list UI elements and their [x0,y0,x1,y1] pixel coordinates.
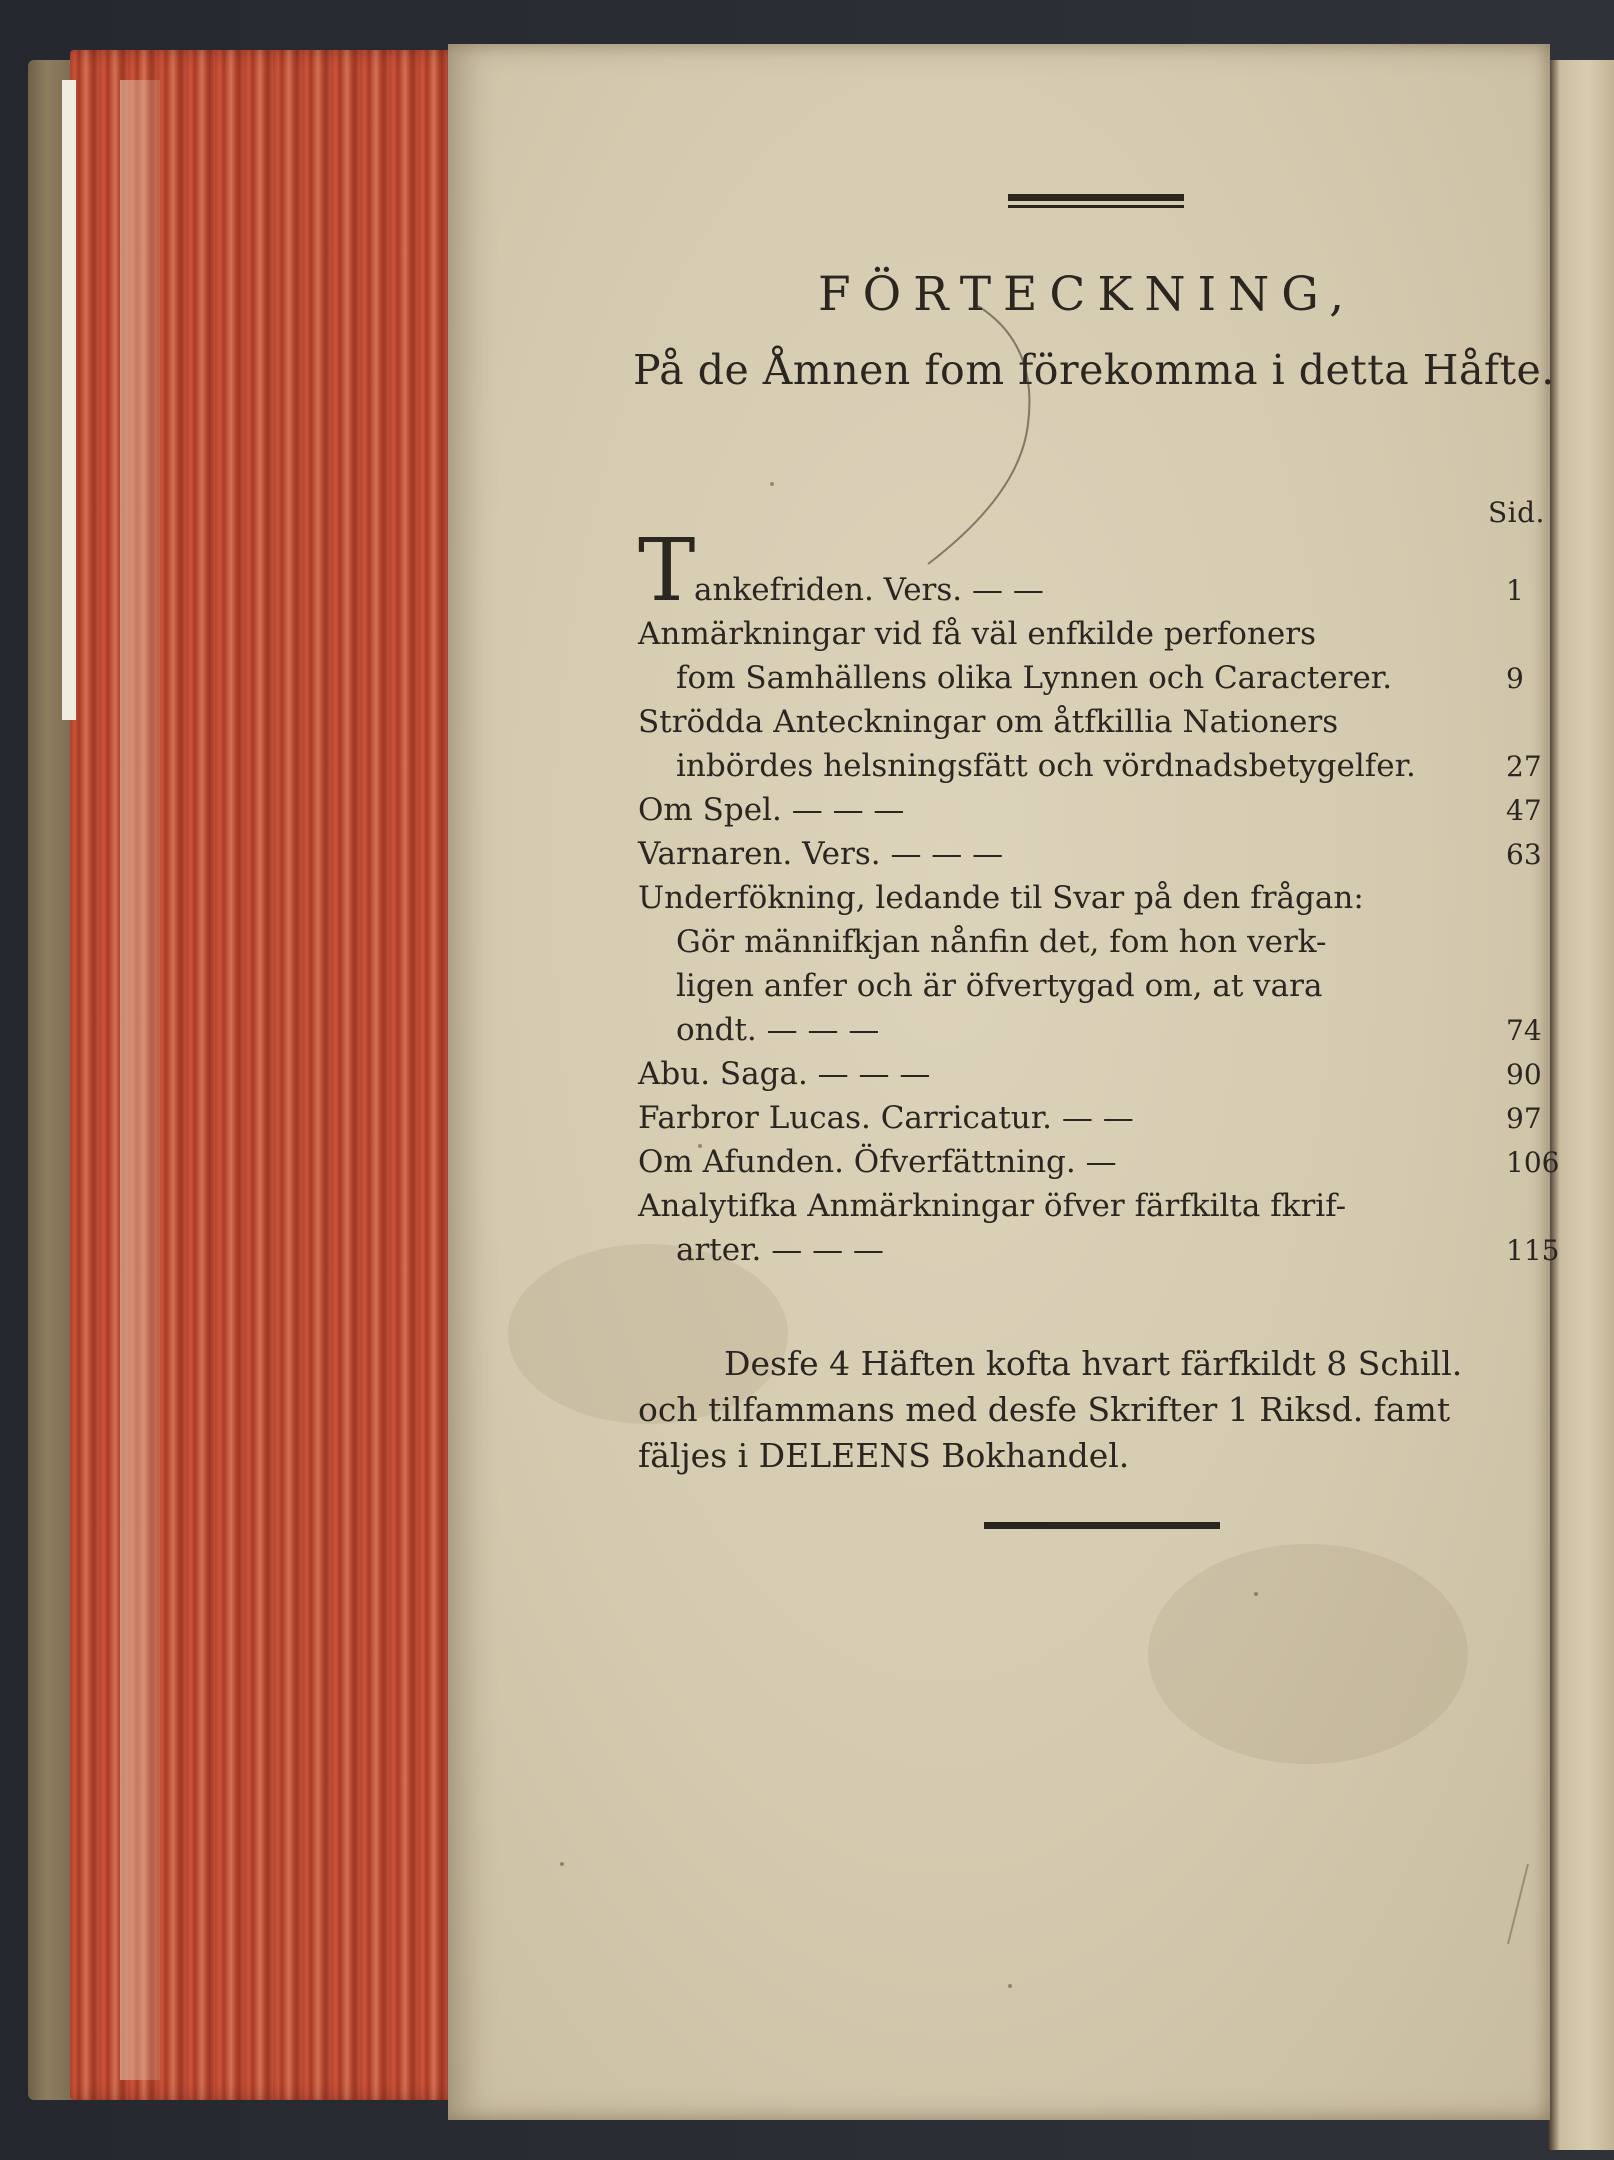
pencil-mark [448,44,1550,2120]
toc-entry-line: ankefriden. Vers. — — [694,572,1044,608]
toc-entry-line: inbördes helsningsfätt och vördnadsbetygelfer. [676,748,1416,784]
toc-page-number: 63 [1506,838,1542,871]
toc-entry-line: Gör männifkjan nånfin det, fom hon verk- [676,924,1327,960]
sales-note-line: fäljes i DELEENS Bokhandel. [638,1436,1130,1475]
toc-page-number: 1 [1506,574,1524,607]
toc-entry-line: Anmärkningar vid få väl enfkilde perfoners [638,616,1317,652]
toc-entry-line: ondt. — — — [676,1012,880,1048]
toc-page-number: 90 [1506,1058,1542,1091]
toc-entry-line: Om Afunden. Öfverfättning. — [638,1144,1117,1180]
toc-page-number: 27 [1506,750,1542,783]
toc-page-number: 47 [1506,794,1542,827]
page-subtitle: På de Åmnen fom förekomma i detta Håfte. [633,346,1555,394]
page-title: FÖRTECKNING, [818,267,1357,322]
toc-entry-line: Strödda Anteckningar om åtfkillia Nationers [638,704,1339,740]
toc-entry-line: Varnaren. Vers. — — — [638,836,1004,872]
toc-entry-line: Underfökning, ledande til Svar på den frågan: [638,880,1364,916]
toc-entry-line: Om Spel. — — — [638,792,905,828]
toc-page-number: 74 [1506,1014,1542,1047]
drop-cap: T [638,521,696,621]
page-edge-white-strip [62,80,76,720]
page-column-label: Sid. [1488,496,1545,529]
sales-note-line: Desfe 4 Häften kofta hvart färfkildt 8 Schill. [724,1344,1463,1383]
page-edges-highlight [120,80,160,2080]
toc-entry-line: arter. — — — [676,1232,884,1268]
toc-entry-line: Analytifka Anmärkningar öfver färfkilta fkrif- [638,1188,1347,1224]
facing-page-edge [1548,60,1614,2150]
toc-page-number: 9 [1506,662,1524,695]
toc-entry-line: ligen anfer och är öfvertygad om, at vara [676,968,1323,1004]
toc-entry-line: Abu. Saga. — — — [638,1056,931,1092]
toc-page-number: 106 [1506,1146,1560,1179]
toc-page-number: 97 [1506,1102,1542,1135]
toc-page-number: 115 [1506,1234,1560,1267]
sales-note-line: och tilfammans med desfe Skrifter 1 Riksd. famt [638,1390,1451,1429]
toc-entry-line: fom Samhällens olika Lynnen och Caracterer. [676,660,1393,696]
toc-entry-line: Farbror Lucas. Carricatur. — — [638,1100,1134,1136]
book-page [448,44,1560,2120]
